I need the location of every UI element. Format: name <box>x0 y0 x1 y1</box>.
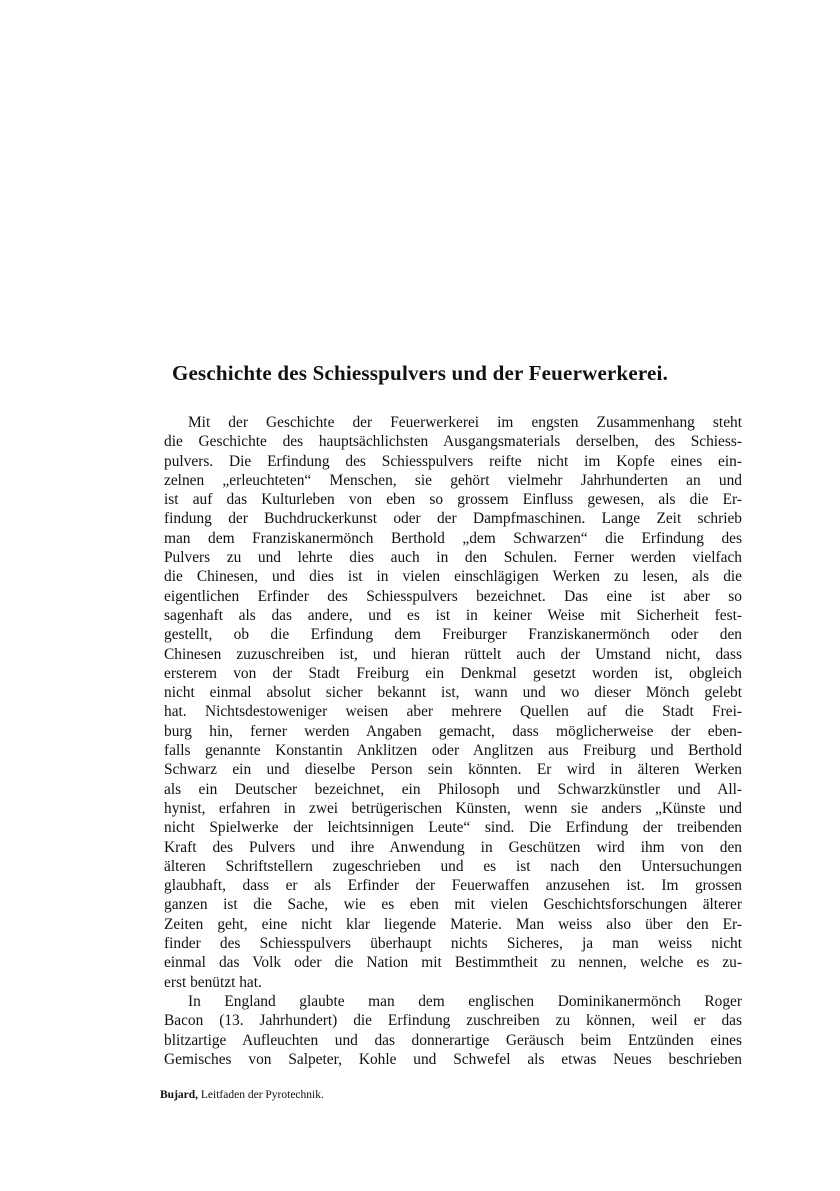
text-line: sagenhaft als das andere, und es ist in keiner Weise mit Sicherheit fest- <box>164 606 742 624</box>
footer-author: Bujard, <box>160 1089 199 1101</box>
footer-book: Leitfaden der Pyrotechnik. <box>200 1089 324 1101</box>
text-line: nicht einmal absolut sicher bekannt ist, wann und wo dieser Mönch gelebt <box>164 684 742 702</box>
body-text <box>164 413 742 1069</box>
text-line: erst benützt hat. <box>164 973 262 991</box>
text-line: Gemisches von Salpeter, Kohle und Schwefel als etwas Neues beschrieben <box>164 1050 742 1068</box>
text-line: man dem Franziskanermönch Berthold „dem Schwarzen“ die Erfindung des <box>164 529 742 547</box>
text-line: ersterem von der Stadt Freiburg ein Denkmal gesetzt worden ist, obgleich <box>164 664 742 682</box>
text-line: blitzartige Aufleuchten und das donnerartige Geräusch beim Entzünden eines <box>164 1031 742 1049</box>
text-line: die Geschichte des hauptsächlichsten Ausgangsmaterials derselben, des Schiess- <box>164 433 742 451</box>
text-line: Mit der Geschichte der Feuerwerkerei im engsten Zusammenhang steht <box>188 414 742 431</box>
text-line: pulvers. Die Erfindung des Schiesspulvers reifte nicht im Kopfe eines ein- <box>164 452 742 470</box>
footer-reference <box>160 1089 324 1101</box>
text-line: älteren Schriftstellern zugeschrieben und es ist nach den Untersuchungen <box>164 857 742 875</box>
text-line: hynist, erfahren in zwei betrügerischen Künsten, wenn sie anders „Künste und <box>164 799 742 817</box>
text-line: die Chinesen, und dies ist in vielen einschlägigen Werken zu lesen, als die <box>164 568 742 586</box>
text-line: Chinesen zuzuschreiben ist, und hieran rüttelt auch der Umstand nicht, dass <box>164 645 742 663</box>
text-line: einmal das Volk oder die Nation mit Bestimmtheit zu nennen, welche es zu- <box>164 954 742 972</box>
text-line: Bacon (13. Jahrhundert) die Erfindung zuschreiben zu können, weil er das <box>164 1012 742 1030</box>
text-line: findung der Buchdruckerkunst oder der Dampfmaschinen. Lange Zeit schrieb <box>164 510 742 528</box>
text-line: glaubhaft, dass er als Erfinder der Feuerwaffen anzusehen ist. Im grossen <box>164 877 742 895</box>
text-line: ist auf das Kulturleben von eben so grossem Einfluss gewesen, als die Er- <box>164 491 742 509</box>
text-line: nicht Spielwerke der leichtsinnigen Leute“ sind. Die Erfindung der treibenden <box>164 819 742 837</box>
text-line: eigentlichen Erfinder des Schiesspulvers bezeichnet. Das eine ist aber so <box>164 587 742 605</box>
text-line: burg hin, ferner werden Angaben gemacht, dass möglicherweise der eben- <box>164 722 742 740</box>
page-title: Geschichte des Schiesspulvers und der Feuerwerkerei. <box>171 361 669 385</box>
text-line: zelnen „erleuchteten“ Menschen, sie gehört vielmehr Jahrhunderten an und <box>164 471 742 489</box>
text-line: Zeiten geht, eine nicht klar liegende Materie. Man weiss also über den Er- <box>164 915 742 933</box>
text-line: hat. Nichtsdestoweniger weisen aber mehrere Quellen auf die Stadt Frei- <box>164 703 742 721</box>
text-line: Schwarz ein und dieselbe Person sein könnten. Er wird in älteren Werken <box>164 761 742 779</box>
text-line: gestellt, ob die Erfindung dem Freiburger Franziskanermönch oder den <box>164 626 742 644</box>
text-line: Pulvers zu und lehrte dies auch in den Schulen. Ferner werden vielfach <box>164 549 742 567</box>
text-line: In England glaubte man dem englischen Dominikanermönch Roger <box>188 992 742 1010</box>
text-line: finder des Schiesspulvers überhaupt nichts Sicheres, ja man weiss nicht <box>164 935 742 953</box>
text-line: Kraft des Pulvers und ihre Anwendung in Geschützen wird ihm von den <box>164 838 742 856</box>
text-line: falls genannte Konstantin Anklitzen oder Anglitzen aus Freiburg und Berthold <box>164 742 742 760</box>
text-line: als ein Deutscher bezeichnet, ein Philosoph und Schwarzkünstler und All- <box>164 780 742 798</box>
text-line: ganzen ist die Sache, wie es eben mit vielen Geschichtsforschungen älterer <box>164 896 742 914</box>
